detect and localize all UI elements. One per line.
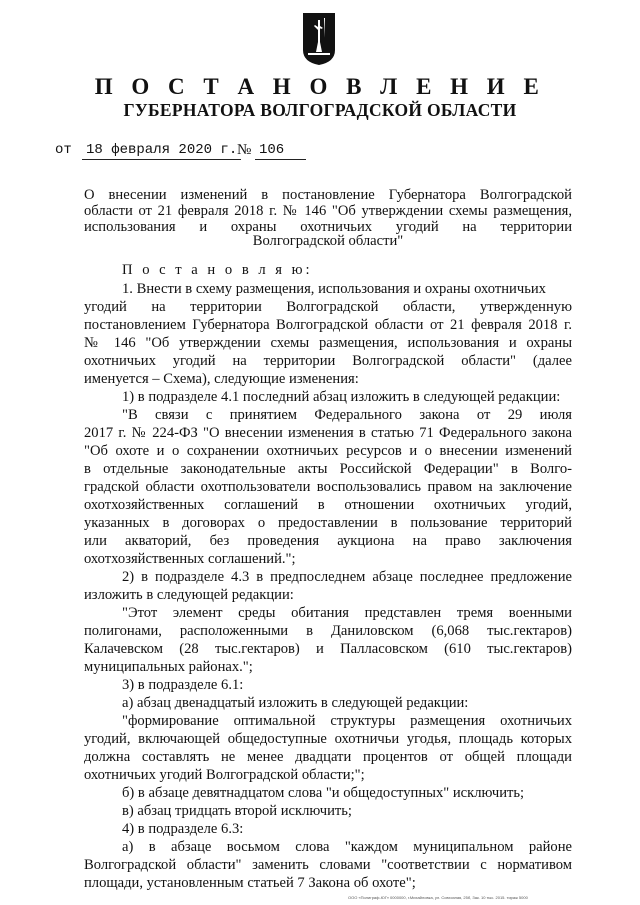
body-line: угодий, включающей общедоступные охотничьи угодья, площадь которых [84,731,572,747]
body-line: или акваторий, без проведения аукциона на право заключения [84,533,572,549]
body-line: № 146 "Об утверждении схемы размещения, использования и охраны [84,335,572,351]
body-line: 1. Внести в схему размещения, использования и охраны охотничьих [122,281,546,297]
body-line: охотничьих угодий на территории Волгоградской области" (далее [84,353,572,369]
body-line: Волгоградской области" заменить словами "соответствии с нормативом [84,857,572,873]
number-sign: № [237,142,252,158]
body-line: муниципальных районах."; [84,659,253,675]
body-line: а) в абзаце восьмом слова "каждом муниципальном районе [122,839,572,855]
date-prefix: от [55,142,72,158]
body-line: 2017 г. № 224-ФЗ "О внесении изменения в статью 71 Федерального закона [84,425,572,441]
coat-of-arms-icon [302,12,336,66]
document-date-value: 18 февраля 2020 г. [82,142,241,160]
body-line: указанных в договорах о предоставлении в пользование территорий [84,515,572,531]
decree-word: П о с т а н о в л я ю: [122,262,313,278]
body-line: "Об охоте и о сохранении охотничьих ресурсов и о внесении изменений [84,443,572,459]
body-line: в) абзац тридцать второй исключить; [122,803,352,819]
body-line: "формирование оптимальной структуры размещения охотничьих [122,713,572,729]
body-line: охотхозяйственных соглашений в отношении охотничьих угодий, [84,497,572,513]
body-line: 1) в подразделе 4.1 последний абзац изложить в следующей редакции: [122,389,561,405]
body-line: градской области охотпользователи воспользовались правом на заключение [84,479,572,495]
body-line: в отдельные законодательные акты Российской Федерации" в Волго- [84,461,572,477]
body-line: 2) в подразделе 4.3 в предпоследнем абзаце последнее предложение [122,569,572,585]
printer-imprint: ООО «Полиграф-ЮГ» 0000000, г.Михайловка, ул. Совхозная, 25б, Зак. 10 тыс. 2015. тираж 5000 [348,895,528,900]
body-line: "Этот элемент среды обитания представлен тремя военными [122,605,572,621]
body-line: должна составлять не менее двадцати процентов от общей площади [84,749,572,765]
document-number-value: 106 [255,142,306,160]
heading-line: Волгоградской области" [252,233,404,249]
body-line: 3) в подразделе 6.1: [122,677,244,693]
body-line: площади, установленным статьей 7 Закона об охоте"; [84,875,416,891]
heading-line: области от 21 февраля 2018 г. № 146 "Об утверждении схемы размещения, [84,203,572,219]
body-line: а) абзац двенадцатый изложить в следующей редакции: [122,695,469,711]
body-line: охотничьих угодий Волгоградской области;"; [84,767,365,783]
body-line: б) в абзаце девятнадцатом слова "и общедоступных" исключить; [122,785,525,801]
body-line: полигонами, расположенными в Даниловском (6,068 тыс.гектаров) [84,623,572,639]
document-number [255,142,306,160]
body-line: угодий на территории Волгоградской области, утвержденную [84,299,572,315]
body-line: постановлением Губернатора Волгоградской области от 21 февраля 2018 г. [84,317,572,333]
body-line: охотхозяйственных соглашений."; [84,551,296,567]
body-line: Калачевском (28 тыс.гектаров) и Палласовском (610 тыс.гектаров) [84,641,572,657]
heading-line: О внесении изменений в постановление Губернатора Волгоградской [84,187,572,203]
body-line: именуется – Схема), следующие изменения: [84,371,359,387]
document-date [82,142,241,160]
body-line: 4) в подразделе 6.3: [122,821,244,837]
document-subtitle: ГУБЕРНАТОРА ВОЛГОГРАДСКОЙ ОБЛАСТИ [123,100,517,120]
document-title: П О С Т А Н О В Л Е Н И Е [94,74,546,99]
heading-line: использования и охраны охотничьих угодий на территории [84,219,572,235]
body-line: "В связи с принятием Федерального закона от 29 июля [122,407,572,423]
body-line: изложить в следующей редакции: [84,587,294,603]
